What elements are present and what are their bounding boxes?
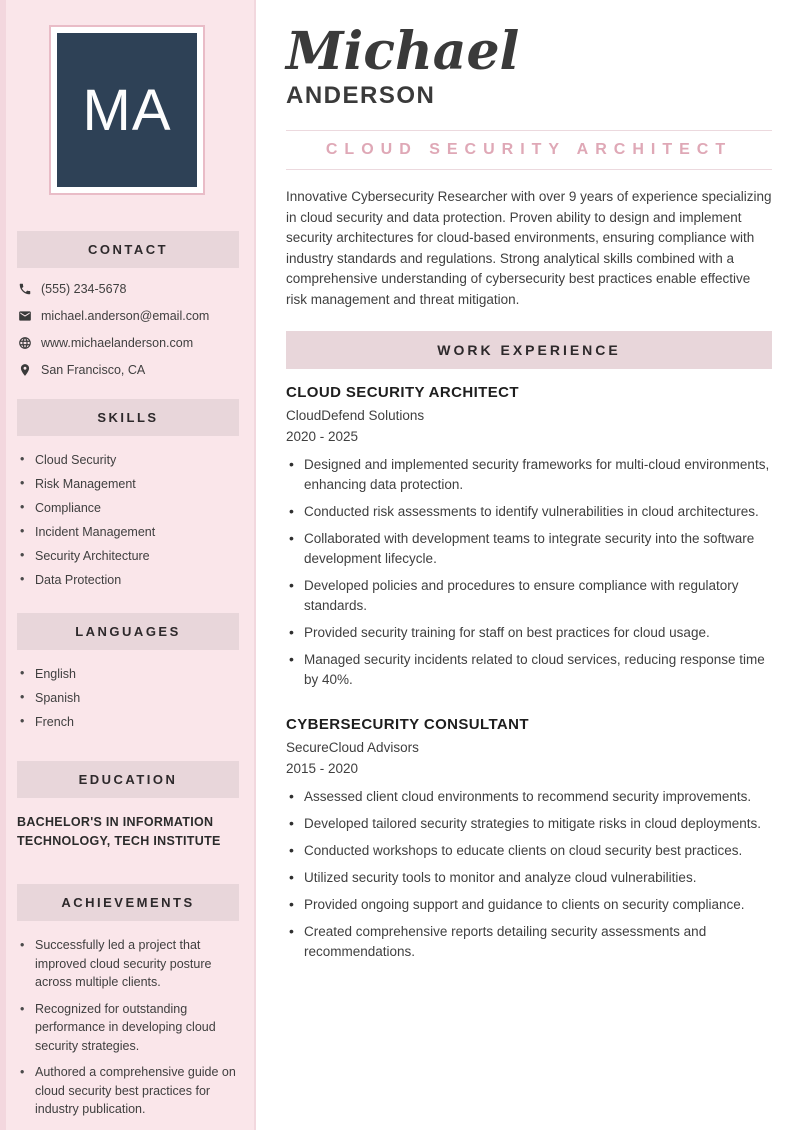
email-icon bbox=[18, 309, 32, 323]
achievements-section-heading: ACHIEVEMENTS bbox=[17, 884, 239, 921]
job-bullet-list bbox=[286, 787, 772, 962]
contact-list bbox=[18, 282, 254, 377]
job-bullet: • Conducted risk assessments to identify vulnerabilities in cloud architectures. bbox=[286, 502, 772, 522]
languages-section-heading: LANGUAGES bbox=[17, 613, 239, 650]
job-bullet: • Designed and implemented security frameworks for multi-cloud environments, enhancing data protection. bbox=[286, 455, 772, 495]
monogram-frame bbox=[49, 25, 205, 195]
skill-item: • Cloud Security bbox=[20, 453, 254, 467]
job-bullet: • Provided ongoing support and guidance to clients on security compliance. bbox=[286, 895, 772, 915]
achievement-item: • Recognized for outstanding performance in developing cloud security strategies. bbox=[20, 1000, 240, 1056]
education-degree: BACHELOR'S IN INFORMATION TECHNOLOGY, TECH INSTITUTE bbox=[17, 815, 221, 848]
phone-icon bbox=[18, 282, 32, 296]
job-bullet: • Collaborated with development teams to integrate security into the software development lifecycle. bbox=[286, 529, 772, 569]
achievement-item: • Successfully led a project that improved cloud security posture across multiple clients. bbox=[20, 936, 240, 992]
main-column bbox=[256, 0, 800, 1130]
jobs-container bbox=[286, 384, 772, 962]
sidebar bbox=[0, 0, 256, 1130]
contact-item[interactable] bbox=[18, 336, 254, 350]
skill-item: • Security Architecture bbox=[20, 549, 254, 563]
job-bullet: • Assessed client cloud environments to recommend security improvements. bbox=[286, 787, 772, 807]
education-section-heading: EDUCATION bbox=[17, 761, 239, 798]
job-entry bbox=[286, 384, 772, 690]
job-bullet: • Managed security incidents related to cloud services, reducing response time by 40%. bbox=[286, 650, 772, 690]
professional-summary: Innovative Cybersecurity Researcher with over 9 years of experience specializing in cloud security and data protection. Proven ability to design and implement security architectures for cloud-based environments, ensuring compliance with industry standards and regulations. Strong analytical skills combined with a comprehensive understanding of cybersecurity best practices enable effective risk management and threat mitigation. bbox=[286, 189, 772, 307]
language-item: • Spanish bbox=[20, 691, 254, 705]
languages-list bbox=[20, 667, 254, 729]
contact-item[interactable] bbox=[18, 309, 254, 323]
contact-item-text: michael.anderson@email.com bbox=[41, 309, 210, 323]
job-title: CYBERSECURITY CONSULTANT bbox=[286, 716, 529, 734]
skill-item: • Risk Management bbox=[20, 477, 254, 491]
location-icon bbox=[18, 363, 32, 377]
job-bullet-list bbox=[286, 455, 772, 690]
job-bullet: • Conducted workshops to educate clients on cloud security best practices. bbox=[286, 841, 772, 861]
contact-item-text: www.michaelanderson.com bbox=[41, 336, 194, 350]
contact-item[interactable] bbox=[18, 282, 254, 296]
skill-item: • Data Protection bbox=[20, 573, 254, 587]
achievements-list bbox=[20, 936, 240, 1119]
role-title: CLOUD SECURITY ARCHITECT bbox=[325, 141, 733, 159]
contact-item-text: San Francisco, CA bbox=[41, 363, 146, 377]
skill-item: • Compliance bbox=[20, 501, 254, 515]
job-bullet: • Developed tailored security strategies to mitigate risks in cloud deployments. bbox=[286, 814, 772, 834]
job-dates: 2020 - 2025 bbox=[286, 429, 359, 445]
job-company: CloudDefend Solutions bbox=[286, 408, 425, 424]
language-item: • French bbox=[20, 715, 254, 729]
contact-item[interactable] bbox=[18, 363, 254, 377]
skills-section-heading: SKILLS bbox=[17, 399, 239, 436]
contact-item-text: (555) 234-5678 bbox=[41, 282, 127, 296]
role-title-block bbox=[286, 130, 772, 170]
language-item: • English bbox=[20, 667, 254, 681]
contact-section-heading: CONTACT bbox=[17, 231, 239, 268]
last-name: ANDERSON bbox=[286, 82, 436, 110]
job-bullet: • Created comprehensive reports detailing security assessments and recommendations. bbox=[286, 922, 772, 962]
achievement-item: • Authored a comprehensive guide on cloud security best practices for industry publication. bbox=[20, 1063, 240, 1119]
job-title: CLOUD SECURITY ARCHITECT bbox=[286, 384, 519, 402]
job-bullet: • Developed policies and procedures to ensure compliance with regulatory standards. bbox=[286, 576, 772, 616]
first-name: Michael bbox=[286, 21, 520, 82]
job-bullet: • Utilized security tools to monitor and analyze cloud vulnerabilities. bbox=[286, 868, 772, 888]
job-bullet: • Provided security training for staff on best practices for cloud usage. bbox=[286, 623, 772, 643]
globe-icon bbox=[18, 336, 32, 350]
job-entry bbox=[286, 716, 772, 962]
skill-item: • Incident Management bbox=[20, 525, 254, 539]
job-company: SecureCloud Advisors bbox=[286, 740, 419, 756]
skills-list bbox=[20, 453, 254, 587]
job-dates: 2015 - 2020 bbox=[286, 761, 359, 777]
work-experience-heading: WORK EXPERIENCE bbox=[286, 331, 772, 369]
monogram-initials: MA bbox=[57, 33, 197, 187]
